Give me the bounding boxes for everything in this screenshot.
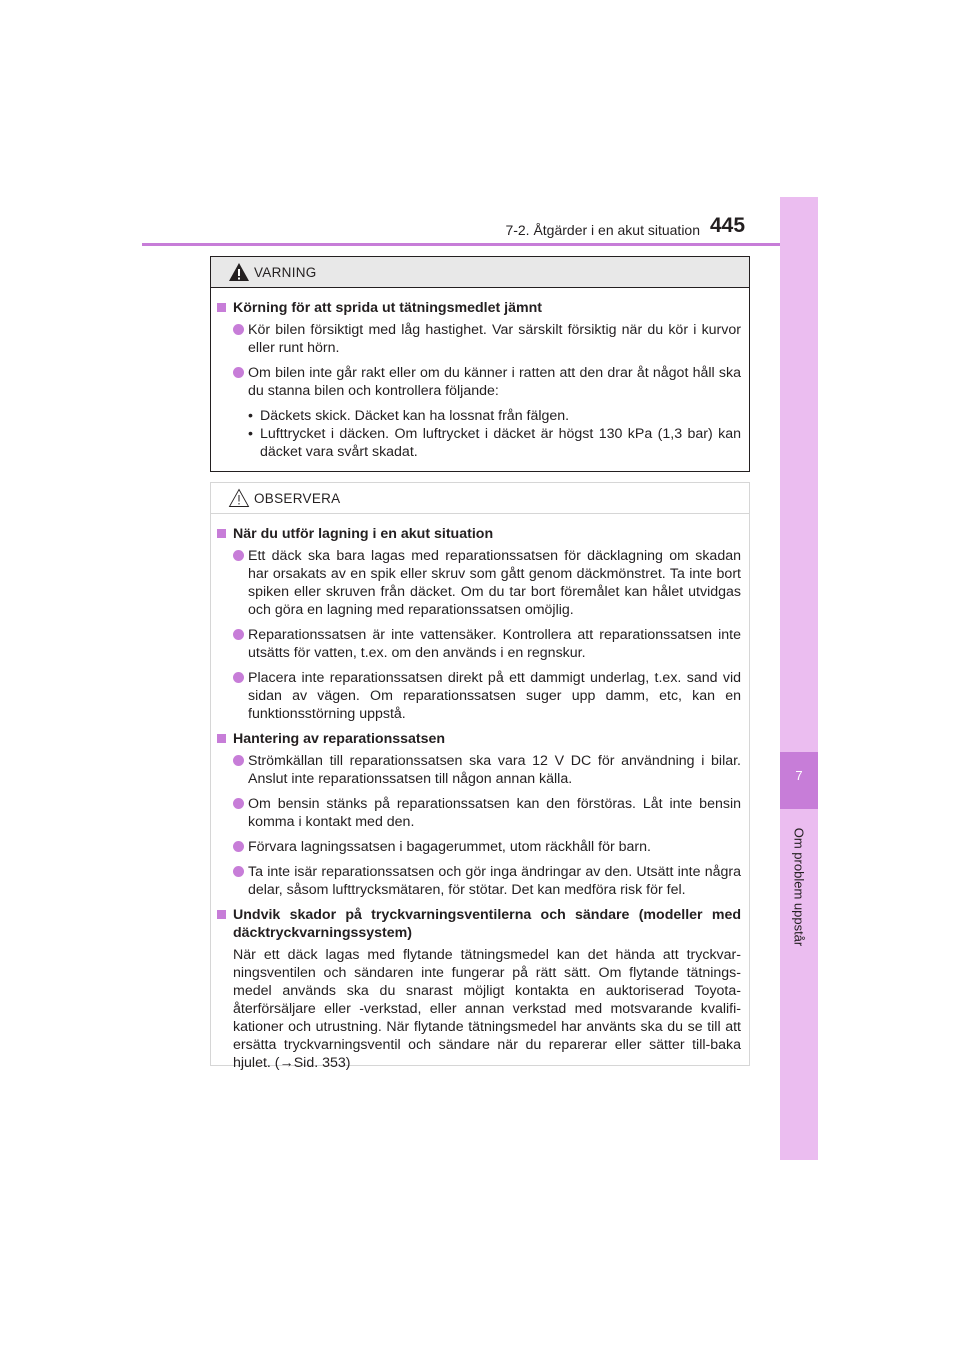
notice-bullet: Förvara lagningssatsen i bagagerummet, utom räckhåll för barn. (217, 838, 741, 856)
notice-bullet: Strömkällan till reparationssatsen ska vara 12 V DC för användning i bilar. Anslut inte reparationssatsen till någon annan källa. (217, 752, 741, 788)
header-rule (142, 243, 818, 246)
notice-header (211, 483, 749, 514)
notice-bullet: Ett däck ska bara lagas med reparationssatsen för däcklagning om skadan har orsakats av en spik eller skruv som gått genom däckmönstret. Ta inte bort spiken eller skruven från däcket. Om du tar bort föremålet kan hålet utvidgas och göra en lagning med reparationssatsen omöjlig. (217, 547, 741, 619)
notice-content (211, 514, 749, 1072)
chapter-number: 7 (795, 768, 803, 783)
warning-sublist (217, 407, 741, 461)
notice-bullet: Ta inte isär reparationssatsen och gör inga ändringar av den. Utsätt inte några delar, såsom lufttrycksmätaren, för stötar. Det kan medföra risk för fel. (217, 863, 741, 899)
warning-bullet: Kör bilen försiktigt med låg hastighet. Var särskilt försiktig när du kör i kurvor eller runt hörn. (217, 321, 741, 357)
chapter-tab-strip (780, 197, 818, 1160)
chapter-label: Om problem uppstår (791, 827, 807, 947)
page-number: 445 (710, 214, 746, 237)
notice-bullet: Placera inte reparationssatsen direkt på ett dammigt underlag, t.ex. sand vid sidan av vägen. Om reparationssatsen suger upp damm, etc, kan en funktionsstörning uppstå. (217, 669, 741, 723)
caution-triangle-icon (228, 488, 250, 508)
notice-paragraph: När ett däck lagas med flytande tätningsmedel kan det hända att tryckvar-ningsventilen och sändaren inte fungerar på rätt sätt. Om flytande tätnings-medel används ska du snarast möjligt kontakta en auktoriserad Toyota-återförsäljare eller -verkstad, eller annan verkstad med motsvarande kvalifi-kationer och utrustning. När flytande tätningsmedel har använts ska du se till att ersätta tryckvarningsventil och sändare när du reparerar eller sätter till-baka hjulet. (→Sid. 353) (233, 947, 741, 1071)
notice-title: OBSERVERA (254, 491, 341, 506)
warning-content (211, 288, 749, 461)
notice-heading: När du utför lagning i en akut situation (217, 525, 741, 543)
warning-subitem: • Lufttrycket i däcken. Om luftrycket i däcket är högst 130 kPa (1,3 bar) kan däcket vara svårt skadat. (248, 426, 741, 460)
notice-heading: Hantering av reparationssatsen (217, 730, 741, 748)
warning-triangle-icon (228, 262, 250, 282)
warning-bullet: Om bilen inte går rakt eller om du känner i ratten att den drar åt något håll ska du stanna bilen och kontrollera följande: (217, 364, 741, 400)
warning-subitem: • Däckets skick. Däcket kan ha lossnat från fälgen. (248, 408, 570, 424)
warning-heading: Körning för att sprida ut tätningsmedlet jämnt (217, 299, 741, 317)
notice-bullet: Reparationssatsen är inte vattensäker. Kontrollera att reparationssatsen inte utsätts för vatten, t.ex. om den används i en regnskur. (217, 626, 741, 662)
notice-box (210, 482, 750, 1071)
warning-title: VARNING (254, 265, 317, 280)
warning-box (210, 256, 750, 472)
notice-bullet: Om bensin stänks på reparationssatsen kan den förstöras. Låt inte bensin komma i kontakt med den. (217, 795, 741, 831)
warning-header (211, 257, 749, 288)
notice-heading: Undvik skador på tryckvarningsventilerna och sändare (modeller med däcktryckvarningssystem) (217, 906, 741, 942)
